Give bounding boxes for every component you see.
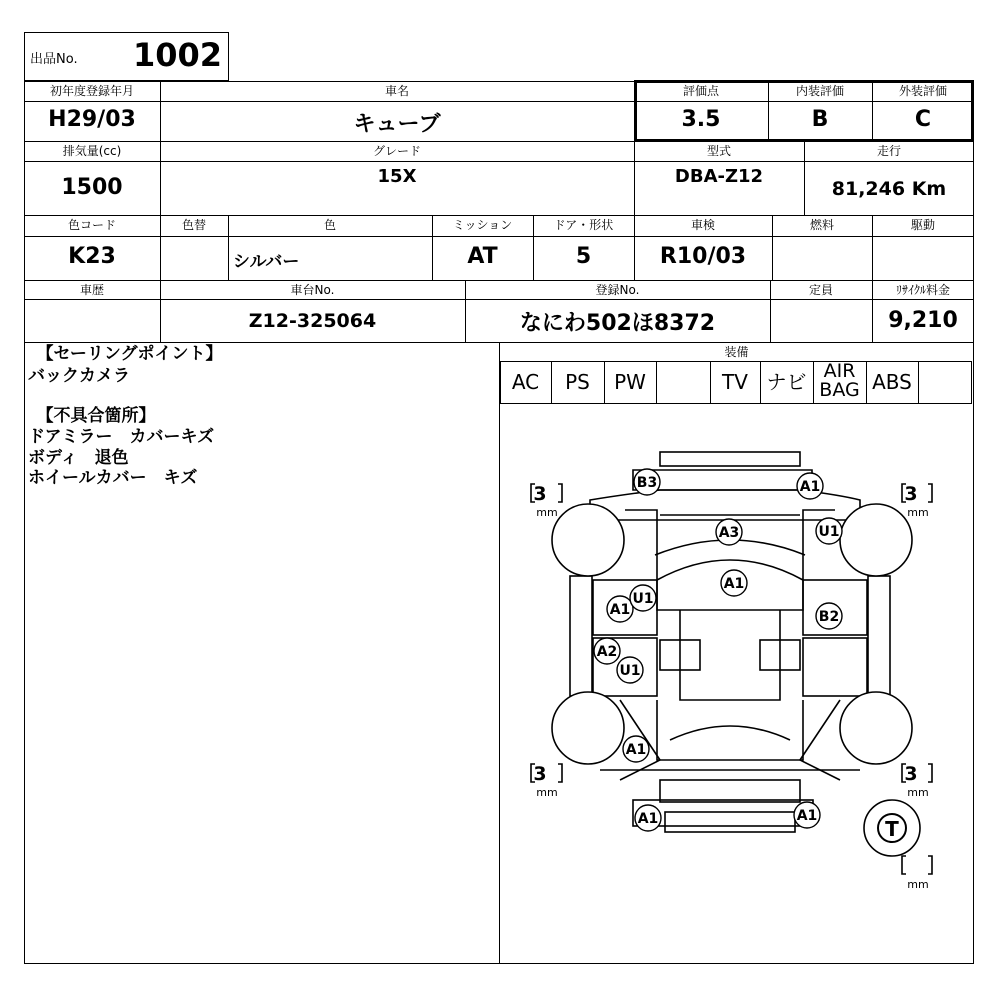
fuel-label: 燃料	[809, 218, 834, 232]
interior-value: B	[811, 107, 829, 132]
inspection-value: R10/03	[659, 244, 747, 269]
door-label: ドア・形状	[553, 218, 614, 232]
defect-item: ホイールカバー キズ	[28, 468, 198, 488]
equip-abs: ABS	[872, 370, 912, 394]
grade-value: 15X	[377, 166, 417, 187]
tire-depth-rl: 3	[533, 763, 547, 785]
damage-mark-a1	[623, 736, 649, 762]
chassis-label: 車台No.	[290, 283, 335, 297]
lot-label: 出品No.	[30, 52, 78, 67]
name-value: キューブ	[353, 112, 441, 137]
svg-text:U1: U1	[818, 524, 840, 540]
svg-text:A1: A1	[799, 479, 821, 495]
svg-text:A1: A1	[723, 576, 745, 592]
equip-airbag: AIR BAG	[819, 360, 860, 401]
damage-mark-b3	[634, 469, 660, 495]
equip-navi: ナビ	[766, 370, 807, 394]
model-value: DBA-Z12	[674, 166, 764, 187]
unit-rr: mm	[907, 786, 929, 799]
svg-text:B2: B2	[818, 609, 840, 625]
score-label: 評価点	[682, 84, 719, 98]
history-label: 車歴	[79, 283, 104, 297]
displacement-label: 排気量(cc)	[62, 144, 122, 158]
mission-value: AT	[467, 244, 498, 269]
chassis-value: Z12-325064	[248, 310, 377, 332]
damage-mark-a2	[594, 638, 620, 664]
drive-label: 駆動	[910, 218, 935, 232]
svg-text:A2: A2	[596, 644, 618, 660]
score-value: 3.5	[681, 107, 721, 132]
year-value: H29/03	[48, 107, 136, 132]
selling-item: バックカメラ	[28, 366, 130, 386]
mission-label: ミッション	[452, 218, 513, 232]
grade-label: グレード	[372, 144, 421, 158]
displacement-value: 1500	[61, 175, 123, 200]
year-label: 初年度登録年月	[49, 84, 134, 98]
interior-label: 内装評価	[795, 84, 844, 98]
recycle-label: ﾘｻｲｸﾙ料金	[895, 283, 950, 297]
damage-mark-u1	[630, 585, 656, 611]
color-value: シルバー	[233, 252, 300, 272]
color-label: 色	[323, 218, 336, 232]
equipment-label: 装備	[724, 345, 749, 359]
damage-mark-a1	[794, 802, 820, 828]
recycle-value: 9,210	[888, 308, 958, 333]
damage-mark-u1	[617, 657, 643, 683]
unit-rl: mm	[536, 786, 558, 799]
equip-ac: AC	[511, 370, 540, 394]
door-value: 5	[575, 244, 592, 269]
svg-text:A1: A1	[625, 742, 647, 758]
color-code-value: K23	[68, 244, 116, 269]
unit-spare: mm	[907, 878, 929, 891]
car-damage-diagram	[500, 405, 972, 960]
defect-item: ボディ 退色	[28, 448, 129, 468]
unit-fr: mm	[907, 506, 929, 519]
registration-value: なにわ502ほ8372	[519, 311, 716, 336]
unit-fl: mm	[536, 506, 558, 519]
svg-text:A1: A1	[796, 808, 818, 824]
damage-mark-a1	[797, 473, 823, 499]
model-label: 型式	[706, 144, 731, 158]
inspection-label: 車検	[690, 218, 715, 232]
damage-mark-a1	[721, 570, 747, 596]
defect-item: ドアミラー カバーキズ	[28, 427, 215, 447]
exterior-label: 外装評価	[898, 84, 947, 98]
equip-pw: PW	[614, 370, 646, 394]
mileage-value: 81,246 Km	[831, 178, 947, 200]
color-code-label: 色コード	[67, 218, 116, 232]
spare-tire-label: T	[885, 817, 899, 841]
damage-mark-a1	[635, 805, 661, 831]
svg-text:A3: A3	[718, 525, 740, 541]
equip-ps: PS	[565, 370, 590, 394]
tire-depth-fr: 3	[904, 483, 918, 505]
defect-heading: 【不具合箇所】	[28, 406, 156, 426]
svg-text:A1: A1	[609, 602, 631, 618]
svg-text:B3: B3	[636, 475, 658, 491]
equip-tv: TV	[722, 370, 748, 394]
lot-number: 1002	[132, 36, 222, 74]
svg-text:U1: U1	[632, 591, 654, 607]
tire-depth-fl: 3	[533, 483, 547, 505]
capacity-label: 定員	[808, 283, 833, 297]
svg-text:U1: U1	[619, 663, 641, 679]
repaint-label: 色替	[181, 218, 206, 232]
mileage-label: 走行	[876, 144, 901, 158]
damage-mark-a3	[716, 519, 742, 545]
svg-text:A1: A1	[637, 811, 659, 827]
damage-mark-u1	[816, 518, 842, 544]
name-label: 車名	[384, 84, 409, 98]
registration-label: 登録No.	[595, 283, 640, 297]
tire-depth-rr: 3	[904, 763, 918, 785]
selling-heading: 【セーリングポイント】	[28, 344, 223, 364]
damage-mark-b2	[816, 603, 842, 629]
exterior-value: C	[914, 107, 932, 132]
damage-mark-a1	[607, 596, 633, 622]
